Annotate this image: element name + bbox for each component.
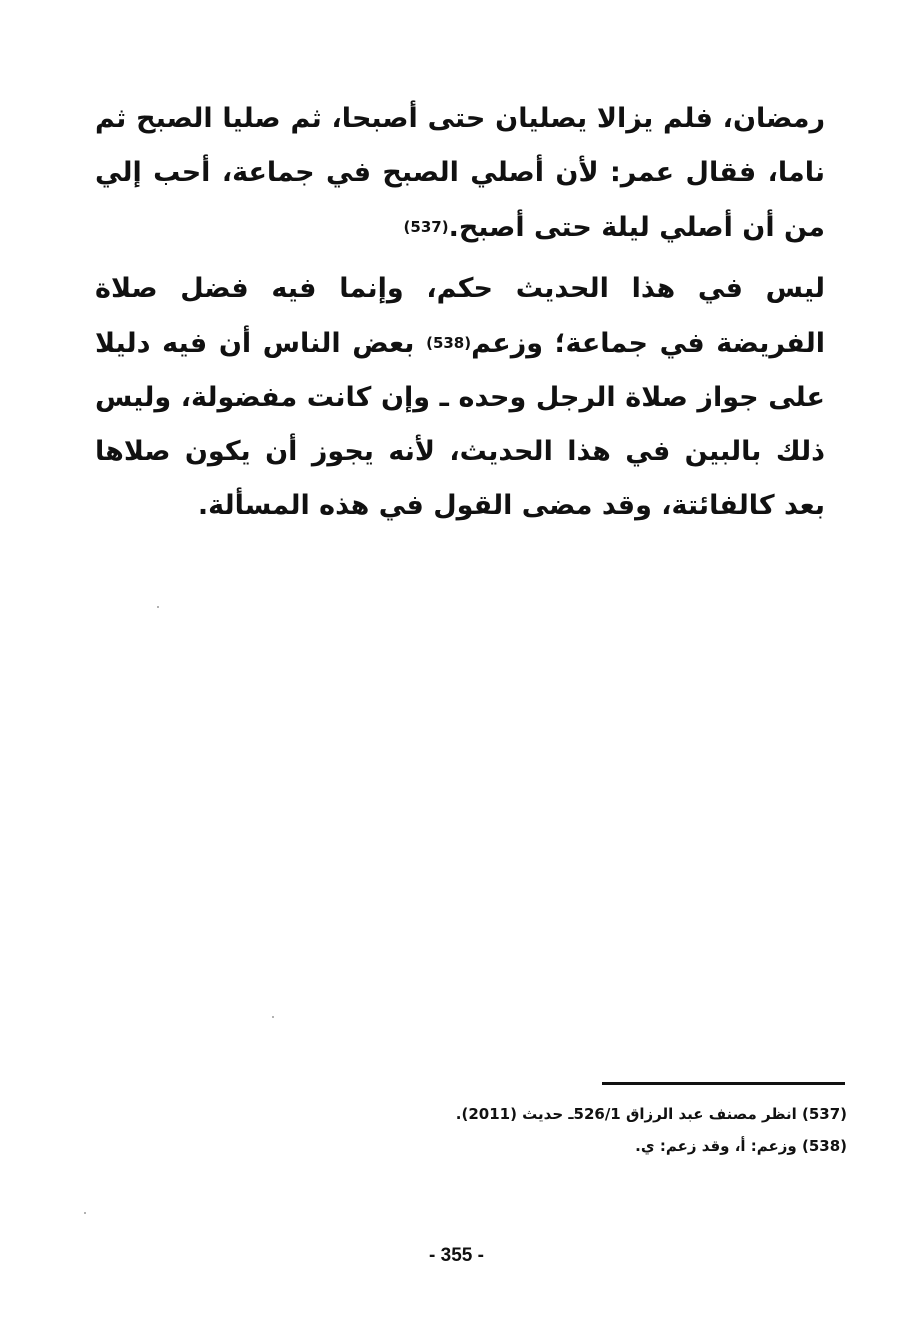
- footnotes: [347, 1098, 847, 1162]
- footnote-538: (538) وزعم: أ، وقد زعم: ي.: [635, 1137, 847, 1155]
- footnote-divider: [602, 1082, 845, 1085]
- scan-speck: [272, 1016, 274, 1018]
- footnote-ref-537: (537): [403, 218, 449, 236]
- paragraph-2-text: ليس في هذا الحديث حكم، وإنما فيه فضل صلاة الفريضة في جماعة؛ وزعم: [95, 273, 825, 359]
- scan-speck: [84, 1212, 86, 1214]
- paragraph-1-text: رمضان، فلم يزالا يصليان حتى أصبحا، ثم صليا الصبح ثم ناما، فقال عمر: لأن أصلي الصبح في جماعة، أحب إلي من أن أصلي ليلة حتى أصبح.: [95, 103, 825, 243]
- footnote-537: (537) انظر مصنف عبد الرزاق 526/1ـ حديث (2011).: [455, 1105, 847, 1123]
- scan-speck: [157, 606, 159, 608]
- paragraph-2: [95, 262, 825, 533]
- paragraph-2-text-after: بعض الناس أن فيه دليلا على جواز صلاة الرجل وحده ـ وإن كانت مفضولة، وليس ذلك بالبين في هذا الحديث، لأنه يجوز أن يكون صلاها بعد كالفائتة، وقد مضى القول في هذه المسألة.: [95, 328, 825, 521]
- paragraph-1: [95, 92, 825, 255]
- footnote-ref-538: (538): [426, 334, 472, 352]
- page-number: - 355 -: [429, 1245, 484, 1266]
